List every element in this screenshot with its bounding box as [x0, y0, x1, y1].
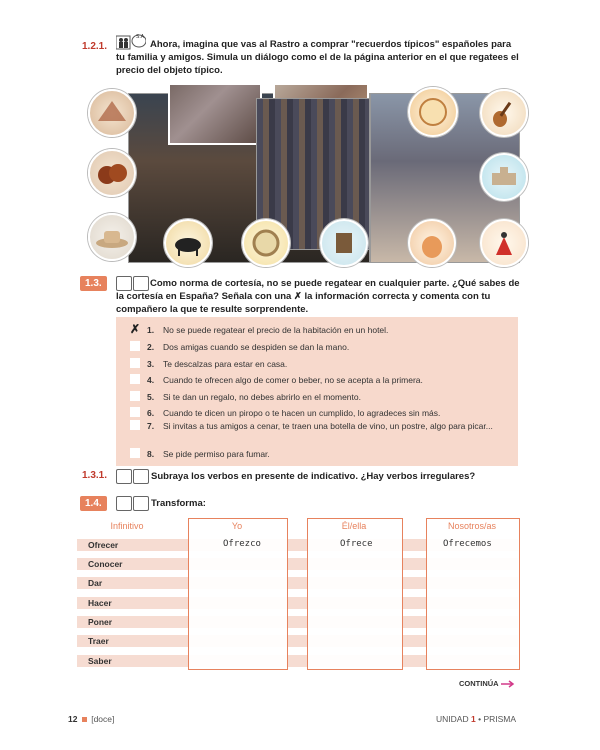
speech-bubble-label: S.A. — [136, 34, 146, 40]
list-item — [147, 448, 517, 460]
stall-photo-1 — [168, 83, 262, 145]
item-number: 1. — [147, 325, 155, 335]
column-header: Infinitivo — [110, 521, 144, 531]
hat-icon — [88, 213, 136, 261]
infinitive-label: Poner — [88, 617, 113, 627]
fan-icon — [88, 89, 136, 137]
checkbox[interactable] — [130, 407, 140, 417]
list-item — [147, 374, 517, 386]
infinitive-label: Dar — [88, 578, 103, 588]
exercise-14-instruction: Transforma: — [151, 498, 206, 509]
item-text: No se puede regatear el precio de la habitación en un hotel. — [163, 325, 389, 335]
checkbox[interactable] — [130, 391, 140, 401]
rastro-collage — [108, 83, 522, 263]
exercise-131-number: 1.3.1. — [82, 470, 108, 481]
list-item — [147, 358, 517, 370]
item-text: Si invitas a tus amigos a cenar, te traen una botella de vino, un postre, algo para picar... — [163, 421, 493, 431]
infinitive-label: Hacer — [88, 598, 112, 608]
item-number: 6. — [147, 408, 155, 418]
conjugation-answer[interactable]: Ofrece — [340, 539, 373, 549]
series-name: PRISMA — [483, 714, 517, 724]
infinitive-label: Conocer — [88, 559, 123, 569]
ceramic-plate-icon — [408, 87, 458, 137]
tambourine-icon — [242, 219, 290, 267]
flamenco-doll-icon — [480, 219, 528, 267]
item-number: 3. — [147, 359, 155, 369]
castanets-icon — [88, 149, 136, 197]
list-item — [147, 324, 517, 336]
unit-label: UNIDAD — [436, 714, 469, 724]
item-number: 8. — [147, 449, 155, 459]
comb-icon — [320, 219, 368, 267]
guitar-icon — [480, 89, 528, 137]
checkbox[interactable] — [130, 341, 140, 351]
checkbox[interactable] — [130, 374, 140, 384]
checkbox[interactable] — [130, 420, 140, 430]
exercise-131-instruction: Subraya los verbos en presente de indicativo. ¿Hay verbos irregulares? — [151, 471, 476, 482]
pencil-icon — [133, 469, 149, 484]
exercise-13-badge: 1.3. — [80, 276, 107, 291]
list-item — [147, 391, 517, 403]
exercise-number: 1.2.1. — [82, 41, 108, 52]
page-square-icon — [82, 717, 87, 722]
infinitive-label: Traer — [88, 636, 109, 646]
continue-label: CONTINÚA — [459, 679, 516, 689]
exercise-121-header — [82, 36, 107, 54]
checkbox[interactable]: ✗ — [130, 322, 141, 336]
list-item — [147, 420, 517, 432]
item-text: Cuando te dicen un piropo o te hacen un cumplido, lo agradeces sin más. — [163, 408, 441, 418]
pencil-icon — [133, 496, 149, 511]
item-text: Se pide permiso para fumar. — [163, 449, 270, 459]
unit-number: 1 — [470, 714, 476, 724]
conjugation-answer[interactable]: Ofrecemos — [443, 539, 492, 549]
item-number: 5. — [147, 392, 155, 402]
wine-jug-icon — [408, 219, 456, 267]
page-number: 12 — [68, 714, 78, 724]
exercise-121-instruction: Ahora, imagina que vas al Rastro a comprar "recuerdos típicos" españoles para tu familia y amigos. Simula un diálogo como el de la página anterior en el que regatees el precio del objeto típico. — [116, 39, 519, 76]
item-text: Te descalzas para estar en casa. — [163, 359, 288, 369]
individual-work-icon — [116, 496, 132, 511]
infinitive-label: Ofrecer — [88, 540, 119, 550]
page-footer-right: UNIDAD 1 • PRISMA — [436, 714, 517, 724]
page-footer-left — [68, 714, 114, 724]
individual-work-icon — [116, 469, 132, 484]
continue-arrow-icon — [500, 679, 516, 689]
item-number: 2. — [147, 342, 155, 352]
item-number: 7. — [147, 421, 155, 431]
infinitive-label: Saber — [88, 656, 112, 666]
item-text: Dos amigas cuando se despiden se dan la mano. — [163, 342, 350, 352]
item-number: 4. — [147, 375, 155, 385]
column-header: Nosotros/as — [447, 521, 497, 531]
checkbox[interactable] — [130, 448, 140, 458]
page-word: [doce] — [91, 714, 115, 724]
palace-icon — [480, 153, 528, 201]
list-item — [147, 341, 517, 353]
item-text: Cuando te ofrecen algo de comer o beber, no se acepta a la primera. — [163, 375, 423, 385]
list-item — [147, 407, 517, 419]
conjugation-answer[interactable]: Ofrezco — [223, 539, 261, 549]
column-header: Yo — [231, 521, 243, 531]
exercise-14-badge: 1.4. — [80, 496, 107, 511]
item-text: Si te dan un regalo, no debes abrirlo en el momento. — [163, 392, 361, 402]
bull-icon — [164, 219, 212, 267]
column-header: Él/ella — [341, 521, 367, 531]
exercise-13-instruction: Como norma de cortesía, no se puede regatear en cualquier parte. ¿Qué sabes de la cortesía en España? Señala con una ✗ la información correcta y comenta con tu compañero la que te resulte sorprendente. — [116, 278, 520, 315]
checkbox[interactable] — [130, 358, 140, 368]
